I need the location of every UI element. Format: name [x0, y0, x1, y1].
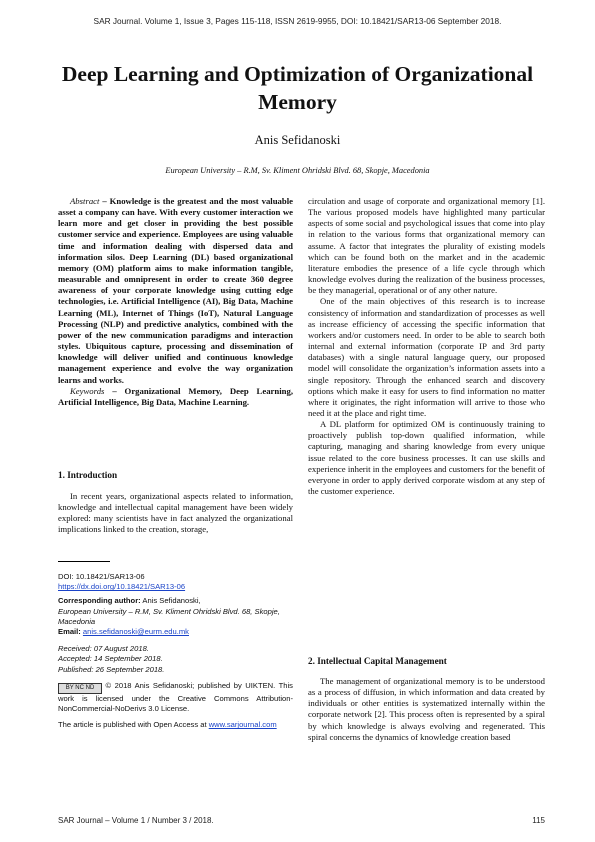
email-link[interactable]: anis.sefidanoski@eurm.edu.mk — [82, 627, 189, 637]
author-name: Anis Sefidanoski — [254, 133, 341, 147]
footnote-rule — [58, 561, 110, 562]
footer-journal: SAR Journal – Volume 1 / Number 3 / 2018. — [58, 816, 214, 825]
cc-license-icon: BY NC ND — [58, 683, 102, 694]
ic-paragraph — [308, 676, 545, 743]
doi-link[interactable]: https://dx.doi.org/10.18421/SAR13-06 — [58, 582, 186, 592]
right-paragraph-2: One of the main objectives of this research is to increase consistency of information and standardization of processes as well as increase efficiency of accessing the specific information that workers and/or customers need. In order to be able to search both internal and external information (corporate IP and 3rd party databases) with a single natural language query, our proposed model will consolidate the organization’s information assets into a single repository. Through the enhanced search and discovery options which make it easy for users to find information no matter where it originates, the right information will arrive to those who need it at the place and right time. — [308, 296, 545, 418]
right-column-text — [308, 196, 545, 497]
corresponding-author-affiliation: European University – R.M, Sv. Kliment Ohridski Blvd. 68, Skopje, Macedonia — [58, 606, 280, 626]
ic-paragraph-1: The management of organizational memory is to be understood as a process of diffusion, in which information and data created by individuals or other entities is systematized internally within the corporate network [2]. This process often is represented by a spiral by which knowledge is always evolving and regenerated. This spiral concerns the dynamics of knowledge creation based — [308, 676, 545, 742]
abstract — [58, 196, 293, 408]
doi-text: DOI: 10.18421/SAR13-06 — [58, 572, 145, 581]
page-number: 115 — [532, 816, 545, 825]
running-header: SAR Journal. Volume 1, Issue 3, Pages 115-118, ISSN 2619-9955, DOI: 10.18421/SAR13-06 September 2018. — [93, 16, 502, 26]
paper-title: Deep Learning and Optimization of Organizational Memory — [61, 62, 534, 114]
abstract-label: Abstract — [70, 196, 100, 206]
right-paragraph-3: A DL platform for optimized OM is continuously training to proactively publish top-down qualified information, while capturing, managing and sharing knowledge from every unique issue related to the core business processes. It can use skills and experience inherit in the employees and customers for the benefit of everyone in order to apply derived corporate wisdom at any step of the customer experience. — [308, 419, 545, 497]
right-paragraph-1: circulation and usage of corporate and organizational memory [1]. The various proposed models have highlighted many particular aspects of some social and psychological issues that come into play in relation to the various forms that organizational memory can assume. A factor that integrates the plurality of existing models which can be found both on the market and in the academic literature embodies the presence of a life cycle through which knowledge evolves during the realization of the business processes, be they managerial, operational or of any other nature. — [308, 196, 545, 296]
received-date: Received: 07 August 2018. — [58, 644, 149, 654]
keywords-text: – Organizational Memory, Deep Learning, Artificial Intelligence, Big Data, Machine Learning. — [58, 385, 293, 407]
section-heading-intellectual-capital: 2. Intellectual Capital Management — [308, 656, 447, 666]
journal-site-link[interactable]: www.sarjournal.com — [208, 720, 277, 730]
email-label: Email: — [58, 627, 81, 637]
published-date: Published: 26 September 2018. — [58, 664, 165, 674]
keywords-label: Keywords — [70, 385, 105, 396]
page-footer — [58, 816, 545, 825]
section-heading-introduction: 1. Introduction — [58, 470, 118, 480]
intro-paragraph — [58, 491, 293, 536]
intro-paragraph-1: In recent years, organizational aspects related to information, knowledge and intellectual capital management have been widely explored: many scientists have in fact analyzed the organizational implications linked to the creation, storage, — [58, 491, 293, 535]
author-affiliation: European University – R.M, Sv. Kliment Ohridski Blvd. 68, Skopje, Macedonia — [165, 166, 430, 175]
footnote-block — [58, 572, 293, 730]
license-text: © 2018 Anis Sefidanoski; published by UIKTEN. This work is licensed under the Creative Commons Attribution-NonCommercial-NoDerivs 3.0 License. — [58, 680, 293, 714]
accepted-date: Accepted: 14 September 2018. — [58, 654, 163, 664]
corresponding-author-name: Anis Sefidanoski, — [140, 596, 201, 606]
corresponding-author-label: Corresponding author: — [58, 596, 141, 606]
open-access-text: The article is published with Open Access at — [58, 720, 207, 730]
abstract-text: – Knowledge is the greatest and the most valuable asset a company can have. With every customer interaction we learn more and get closer in providing the best possible customer service and experience. Employees are using valuable time and information dealing with dispersed data and information silos. Deep Learning (DL) based organizational memory (OM) platform aims to make information tangible, measurable and omnipresent in order to create 360 degree awareness of your corporate knowledge using cutting edge technologies, i.e. Artificial Intelligence (AI), Big Data, Machine Learning (ML), Internet of Things (IoT), Natural Language Processing (NLP) and predictive analytics, combined with the power of the new communication paradigms and interaction styles. Ubiquitous capture, processing and dissemination of knowledge will deliver unified and continuous knowledge management experience and evolve the way organization learns and works. — [58, 196, 293, 385]
